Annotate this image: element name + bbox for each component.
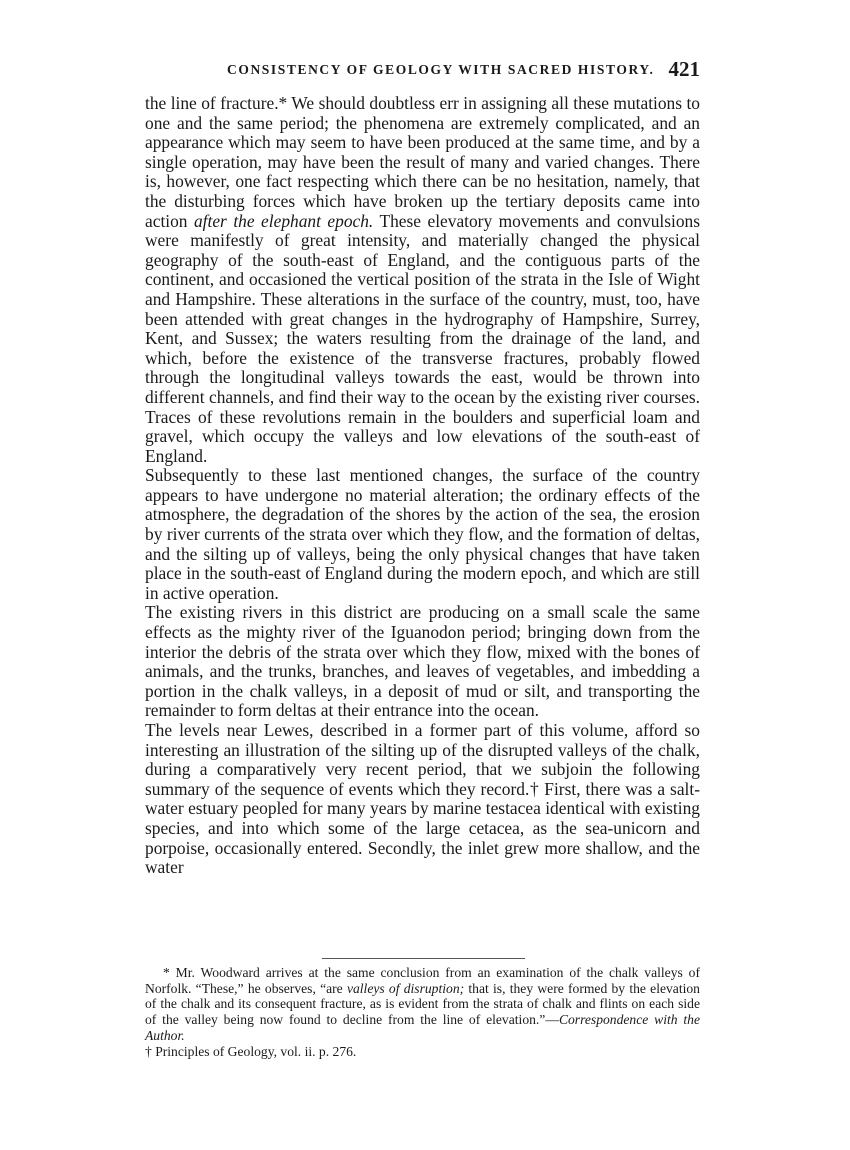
running-title: CONSISTENCY OF GEOLOGY WITH SACRED HISTORY. bbox=[227, 62, 655, 77]
footnote-1-text-b: that is, they were formed by the elevation of the chalk and its consequent fracture, as is evident from the strata of chalk and flints on each side of the valley being now found to decline from the line of elevation.”— bbox=[145, 980, 700, 1028]
paragraph-4: The levels near Lewes, described in a former part of this volume, afford so interesting an illustration of the silting up of the disrupted valleys of the chalk, during a comparatively very recent period, that we subjoin the following summary of the sequence of events which they record.† First, there was a salt-water estuary peopled for many years by marine testacea identical with existing species, and into which some of the large cetacea, as the sea-unicorn and porpoise, occasionally entered. Secondly, the inlet grew more shallow, and the water bbox=[145, 720, 700, 878]
body-text bbox=[145, 94, 700, 878]
footnote-1 bbox=[145, 965, 700, 1044]
paragraph-1 bbox=[145, 94, 700, 466]
paragraph-3: The existing rivers in this district are producing on a small scale the same effects as the mighty river of the Iguanodon period; bringing down from the interior the debris of the strata over which they flow, mixed with the bones of animals, and the trunks, branches, and leaves of vegetables, and imbedding a portion in the chalk valleys, in a deposit of mud or silt, and transporting the remainder to form deltas at their entrance into the ocean. bbox=[145, 602, 700, 721]
footnote-1-text-a: * Mr. Woodward arrives at the same conclusion from an examination of the chalk valleys of Norfolk. “These,” he observes, “are bbox=[145, 965, 700, 996]
paragraph-1-italic: after the elephant epoch. bbox=[193, 210, 374, 231]
running-head bbox=[145, 57, 700, 86]
footnote-1-italic-a: valleys of disruption; bbox=[346, 980, 465, 996]
footnote-divider bbox=[322, 958, 525, 959]
footnote-2: † Principles of Geology, vol. ii. p. 276. bbox=[145, 1043, 357, 1059]
footnotes bbox=[145, 965, 700, 1059]
page-number: 421 bbox=[668, 57, 700, 81]
paragraph-1-text-a: the line of fracture.* We should doubtless err in assigning all these mutations to one and the same period; the phenomena are extremely complicated, and an appearance which may seem to have been produced at the same time, and by a single operation, may have been the result of many and varied changes. There is, however, one fact respecting which there can be no hesitation, namely, that the disturbing forces which have broken up the tertiary deposits came into action bbox=[145, 93, 700, 231]
paragraph-2: Subsequently to these last mentioned changes, the surface of the country appears to have undergone no material alteration; the ordinary effects of the atmosphere, the degradation of the shores by the action of the sea, the erosion by river currents of the strata over which they flow, and the formation of deltas, and the silting up of valleys, being the only physical changes that have taken place in the south-east of England during the modern epoch, and which are still in active operation. bbox=[145, 465, 700, 603]
paragraph-1-text-b: These elevatory movements and convulsions were manifestly of great intensity, and materially changed the physical geography of the south-east of England, and the contiguous parts of the continent, and occasioned the vertical position of the strata in the Isle of Wight and Hampshire. These alterations in the surface of the country, must, too, have been attended with great changes in the hydrography of Hampshire, Surrey, Kent, and Sussex; the waters resulting from the drainage of the land, and which, before the existence of the transverse fractures, probably flowed through the longitudinal valleys towards the east, would be thrown into different channels, and find their way to the ocean by the existing river courses. Traces of these revolutions remain in the boulders and superficial loam and gravel, which occupy the valleys and low elevations of the south-east of England. bbox=[145, 210, 701, 466]
footnote-1-italic-b: Correspondence with the Author. bbox=[145, 1012, 700, 1043]
